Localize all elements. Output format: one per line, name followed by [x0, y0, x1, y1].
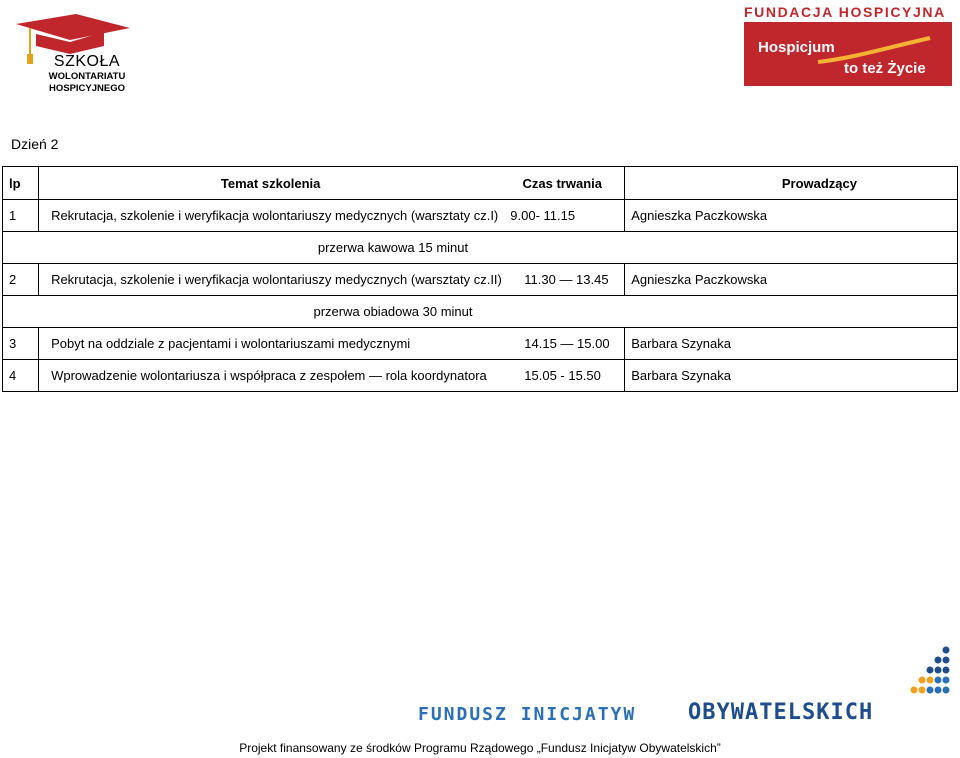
table-row [3, 200, 958, 232]
header-topic: Temat szkolenia [220, 175, 321, 191]
school-logo-line1: SZKOŁA [53, 53, 121, 70]
header-duration: Czas trwania [522, 175, 602, 191]
row-leader: Agnieszka Paczkowska [625, 264, 958, 296]
row-topic: Pobyt na oddziale z pacjentami i wolontariuszami medycznymi [51, 336, 411, 351]
row-leader: Barbara Szynaka [625, 328, 958, 360]
school-logo-line3: HOSPICYJNEGO [48, 82, 126, 94]
row-time: 9.00- 11.15 [510, 208, 576, 223]
header-leader: Prowadzący [625, 167, 958, 200]
row-lp: 3 [3, 328, 39, 360]
row-topic: Wprowadzenie wolontariusza i współpraca z zespołem — rola koordynatora [51, 368, 487, 383]
footer-funding-note: Projekt finansowany ze środków Programu Rządowego „Fundusz Inicjatyw Obywatelskich” [239, 741, 721, 755]
row-leader: Agnieszka Paczkowska [625, 200, 958, 232]
break-label: przerwa kawowa 15 minut [3, 232, 958, 264]
schedule-table [2, 166, 958, 392]
row-time: 11.30 — 13.45 [524, 272, 609, 287]
foundation-logo-line2: to też Życie [844, 60, 926, 77]
row-time: 14.15 — 15.00 [524, 336, 610, 351]
row-lp: 4 [3, 360, 39, 392]
row-lp: 2 [3, 264, 39, 296]
table-row [3, 264, 958, 296]
table-row [3, 328, 958, 360]
break-row [3, 232, 958, 264]
fio-logo-part2: OBYWATELSKICH [688, 700, 874, 725]
foundation-logo [740, 4, 952, 86]
foundation-name: FUNDACJA HOSPICYJNA [744, 4, 946, 20]
table-header-row [3, 167, 958, 200]
fio-logo-part1: FUNDUSZ INICJATYW [418, 704, 637, 725]
day-label: Dzień 2 [11, 136, 59, 152]
break-row [3, 296, 958, 328]
row-leader: Barbara Szynaka [625, 360, 958, 392]
row-lp: 1 [3, 200, 39, 232]
header-lp: lp [3, 167, 39, 200]
row-time: 15.05 - 15.50 [524, 368, 601, 383]
foundation-logo-line1: Hospicjum [758, 39, 835, 56]
school-logo [14, 10, 134, 98]
fio-logo [418, 646, 952, 726]
school-logo-line2: WOLONTARIATU [48, 71, 126, 82]
foundation-logo-box [744, 22, 952, 86]
row-topic: Rekrutacja, szkolenie i weryfikacja wolontariuszy medycznych (warsztaty cz.I) [51, 208, 499, 223]
dots-pattern-icon [886, 646, 956, 694]
table-row [3, 360, 958, 392]
row-topic: Rekrutacja, szkolenie i weryfikacja wolontariuszy medycznych (warsztaty cz.II) [51, 272, 502, 287]
header-topic-duration [39, 167, 625, 200]
break-label: przerwa obiadowa 30 minut [3, 296, 958, 328]
